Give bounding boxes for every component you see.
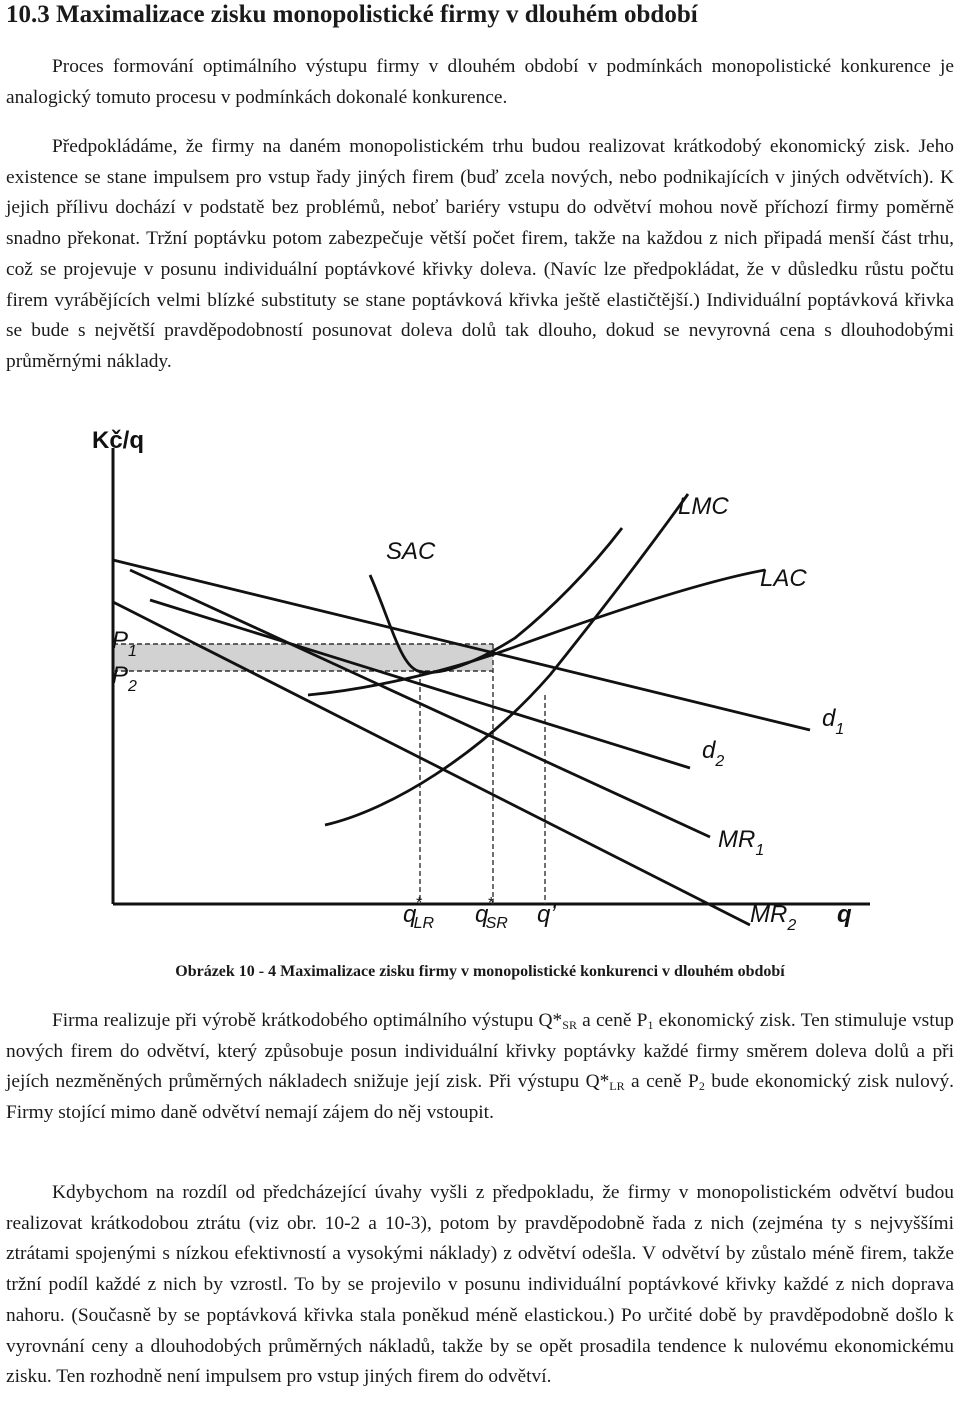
lmc-label: LMC [678, 493, 729, 520]
paragraph-entry: Předpokládáme, že firmy na daném monopolistickém trhu budou realizovat krátkodobý ekonomický zisk. Jeho existence se stane impulsem pro vstup řady jiných firem (buď zcela nových, nebo podnikajících v jiných odvětvích). K jejich přílivu dochází v podstatě bez problémů, neboť bariéry vstupu do odvětví mohou nově příchozí firmy poměrně snadno překonat. Tržní poptávku potom zabezpečuje větší počet firem, takže na každou z nich připadá menší část trhu, což se projevuje v posunu individuální poptávkové křivky doleva. (Navíc lze předpokládat, že v důsledku růstu počtu firem vyrábějících velmi blízké substituty se stane poptávková křivka ještě elastičtější.) Individuální poptávková křivka se bude s největší pravděpodobností posunovat doleva dolů tak dlouho, dokud se nevyrovná cena s dlouhodobými průměrnými náklady. [6, 136, 954, 372]
paragraph-loss-case: Kdybychom na rozdíl od předcházející úvahy vyšli z předpokladu, že firmy v monopolistickém odvětví budou realizovat krátkodobou ztrátu (viz obr. 10-2 a 10-3), potom by pravděpodobně řada z nich (zejména ty s nejvyššími ztrátami spojenými s nízkou efektivností a vysokými náklady) z odvětví odešla. V odvětví by zůstalo méně firem, takže tržní podíl každé z nich by vzrostl. To by se projevilo v posunu individuální poptávkové křivky každé z nich doprava nahoru. (Současně by se poptávková křivka stala poněkud méně elastickou.) Po určité době by pravděpodobně došlo k vyrovnání ceny a dlouhodobých průměrných nákladů, takže by se opět prosadila tendence k nulovému ekonomickému zisku. Ten rozhodně není impulsem pro vstup jiných firem do odvětví. [6, 1182, 954, 1388]
p2-label: $P_2$ [112, 662, 137, 695]
d2-curve [150, 600, 690, 768]
x-axis-label: q [837, 901, 852, 928]
section-heading: 10.3 Maximalizace zisku monopolistické firmy v dlouhém období [6, 1, 698, 28]
lac-label: LAC [760, 565, 807, 592]
sac-label: SAC [386, 538, 436, 565]
q-lr-label: q* LR [403, 895, 435, 932]
mr2-label: $MR_2$ [750, 901, 797, 934]
q-sr-label: q* SR [475, 895, 508, 932]
q-prime-label: q’ [537, 901, 556, 928]
p1-label: $P_1$ [112, 627, 137, 660]
paragraph-intro: Proces formování optimálního výstupu firmy v dlouhém období v podmínkách monopolistické konkurence je analogický tomuto procesu v podmínkách dokonalé konkurence. [6, 56, 954, 108]
y-axis-label: Kč/q [92, 427, 145, 454]
figure-caption: Obrázek 10 - 4 Maximalizace zisku firmy v monopolistické konkurenci v dlouhém období [175, 963, 785, 980]
paragraph-equilibrium: Firma realizuje při výrobě krátkodobého optimálního výstupu $Q*_{SR}$ a ceně $P_1$ ekonomický zisk. Ten stimuluje vstup nových firem do odvětví, který způsobuje posun individuální křivky poptávky každé firmy směrem doleva dolů a při jejích nezměněných průměrných nákladech snižuje její zisk. Při výstupu $Q*_{LR}$ a ceně $P_2$ bude ekonomický zisk nulový. Firmy stojící mimo daně odvětví nemají zájem do něj vstoupit. [6, 1010, 955, 1124]
long-run-equilibrium-figure [70, 420, 870, 950]
figure-graph [70, 420, 870, 950]
mr1-label: $MR_1$ [718, 826, 765, 859]
d1-label: $d_1$ [822, 705, 845, 738]
d2-label: $d_2$ [702, 737, 725, 770]
